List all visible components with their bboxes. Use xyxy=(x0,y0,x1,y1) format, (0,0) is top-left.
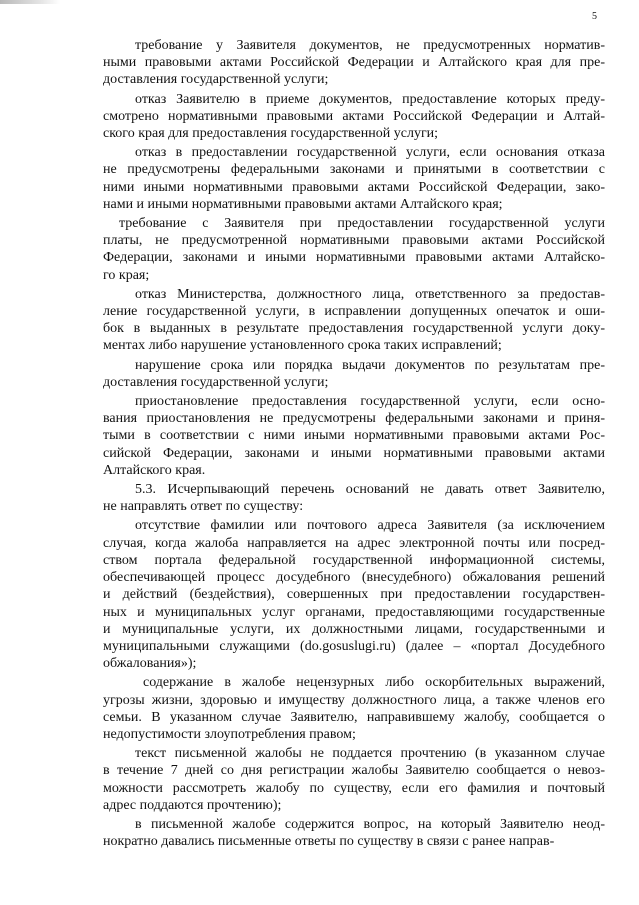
paragraph xyxy=(103,286,605,355)
paragraph-line: 5.3. Исчерпывающий перечень оснований не давать ответ Заявителю, xyxy=(135,482,605,498)
paragraph-line: ментах либо нарушение установленного срока таких исправлений; xyxy=(103,338,502,354)
paragraph-line: платы, не предусмотренной нормативными правовыми актами Российской xyxy=(103,233,605,249)
paragraph-line: бок в выданных в результате предоставления государственной услуги доку- xyxy=(103,321,605,337)
paragraph-line: отказ Министерства, должностного лица, ответственного за предостав- xyxy=(135,286,605,302)
paragraph-line: приостановление предоставления государственной услуги, если осно- xyxy=(135,394,605,410)
paragraph-line: и действий (бездействия), совершенных при предоставлении государствен- xyxy=(103,587,605,603)
paragraph-line: Федерации, законами и иными нормативными правовыми актами Алтайско- xyxy=(103,250,605,266)
paragraph-line: Алтайского края. xyxy=(103,462,206,478)
paragraph-line: нарушение срока или порядка выдачи документов по результатам пре- xyxy=(135,357,605,373)
paragraph-line: недопустимости злоупотребления правом; xyxy=(103,726,356,742)
paragraph-line: го края; xyxy=(103,267,150,283)
paragraph-line: ними иными нормативными правовыми актами Российской Федерации, зако- xyxy=(103,179,605,195)
document-body xyxy=(103,37,605,850)
paragraph-line: вания приостановления не предусмотрены федеральными законами и приня- xyxy=(103,411,605,427)
paragraph-line: нократно давались письменные ответы по существу в связи с ранее направ- xyxy=(103,834,555,850)
paragraph-line: смотрено нормативными правовыми актами Российской Федерации и Алтай- xyxy=(103,108,605,124)
paragraph-line: отсутствие фамилии или почтового адреса Заявителя (за исключением xyxy=(135,518,605,534)
paragraph-line: текст письменной жалобы не поддается прочтению (в указанном случае xyxy=(135,746,605,762)
paragraph-line: ных и муниципальных услуг органами, предоставляющими государственные xyxy=(103,604,605,620)
paragraph-line: не направлять ответ по существу: xyxy=(103,499,304,515)
paragraph-line: нами и иными нормативными правовыми актами Алтайского края; xyxy=(103,196,503,212)
paragraph-line: отказ Заявителю в приеме документов, предоставление которых преду- xyxy=(135,91,605,107)
paragraph xyxy=(103,37,605,89)
paragraph-line: муниципальными служащими (do.gosuslugi.ru) (далее – «портал Досудебного xyxy=(103,638,605,654)
paragraph xyxy=(103,816,605,850)
scan-edge-mark xyxy=(0,0,60,4)
paragraph-line: сийской Федерации, законами и иными нормативными правовыми актами xyxy=(103,445,605,461)
paragraph-line: ными правовыми актами Российской Федерации и Алтайского края для пре- xyxy=(103,55,605,71)
paragraph xyxy=(103,674,605,743)
paragraph-line: обеспечивающей процесс досудебного (внесудебного) обжалования решений xyxy=(103,570,605,586)
paragraph-line: и муниципальные услуги, их должностными лицами, государственными и xyxy=(103,621,605,637)
paragraph xyxy=(103,91,605,143)
paragraph xyxy=(103,357,605,391)
paragraph-line: отказ в предоставлении государственной услуги, если основания отказа xyxy=(135,145,605,161)
paragraph-line: в письменной жалобе содержится вопрос, на который Заявителю неод- xyxy=(135,816,605,832)
paragraph-line: можности рассмотреть жалобу по существу, если его фамилия и почтовый xyxy=(103,780,605,796)
paragraph-line: не предусмотрены федеральными законами и принятыми в соответствии с xyxy=(103,162,605,178)
paragraph-line: случая, когда жалоба направляется на адрес электронной почты или посред- xyxy=(103,535,605,551)
paragraph-line: в течение 7 дней со дня регистрации жалобы Заявителю сообщается о невоз- xyxy=(103,763,605,779)
paragraph-line: угрозы жизни, здоровью и имуществу должностного лица, а также членов его xyxy=(103,692,605,708)
paragraph xyxy=(103,215,605,284)
page-number: 5 xyxy=(592,11,597,22)
paragraph-line: содержание в жалобе нецензурных либо оскорбительных выражений, xyxy=(143,675,605,691)
paragraph-line: требование у Заявителя документов, не предусмотренных норматив- xyxy=(135,38,605,53)
paragraph-line: доставления государственной услуги; xyxy=(103,72,329,88)
paragraph-line: адрес поддаются прочтению); xyxy=(103,797,282,813)
paragraph xyxy=(103,517,605,672)
paragraph-line: ством портала федеральной государственной информационной системы, xyxy=(103,552,605,568)
paragraph xyxy=(103,144,605,213)
paragraph-line: ление государственной услуги, в исправлении допущенных опечаток и оши- xyxy=(103,304,605,320)
paragraph-line: ского края для предоставления государственной услуги; xyxy=(103,126,439,142)
paragraph-line: обжалования»); xyxy=(103,656,197,672)
paragraph xyxy=(103,481,605,515)
paragraph xyxy=(103,745,605,814)
paragraph-line: семьи. В указанном случае Заявителю, направившему жалобу, сообщается о xyxy=(103,709,605,725)
paragraph-line: тыми в соответствии с ними иными нормативными правовыми актами Рос- xyxy=(103,428,605,444)
paragraph-line: доставления государственной услуги; xyxy=(103,374,329,390)
paragraph-line: требование с Заявителя при предоставлении государственной услуги xyxy=(119,216,605,232)
paragraph xyxy=(103,393,605,479)
